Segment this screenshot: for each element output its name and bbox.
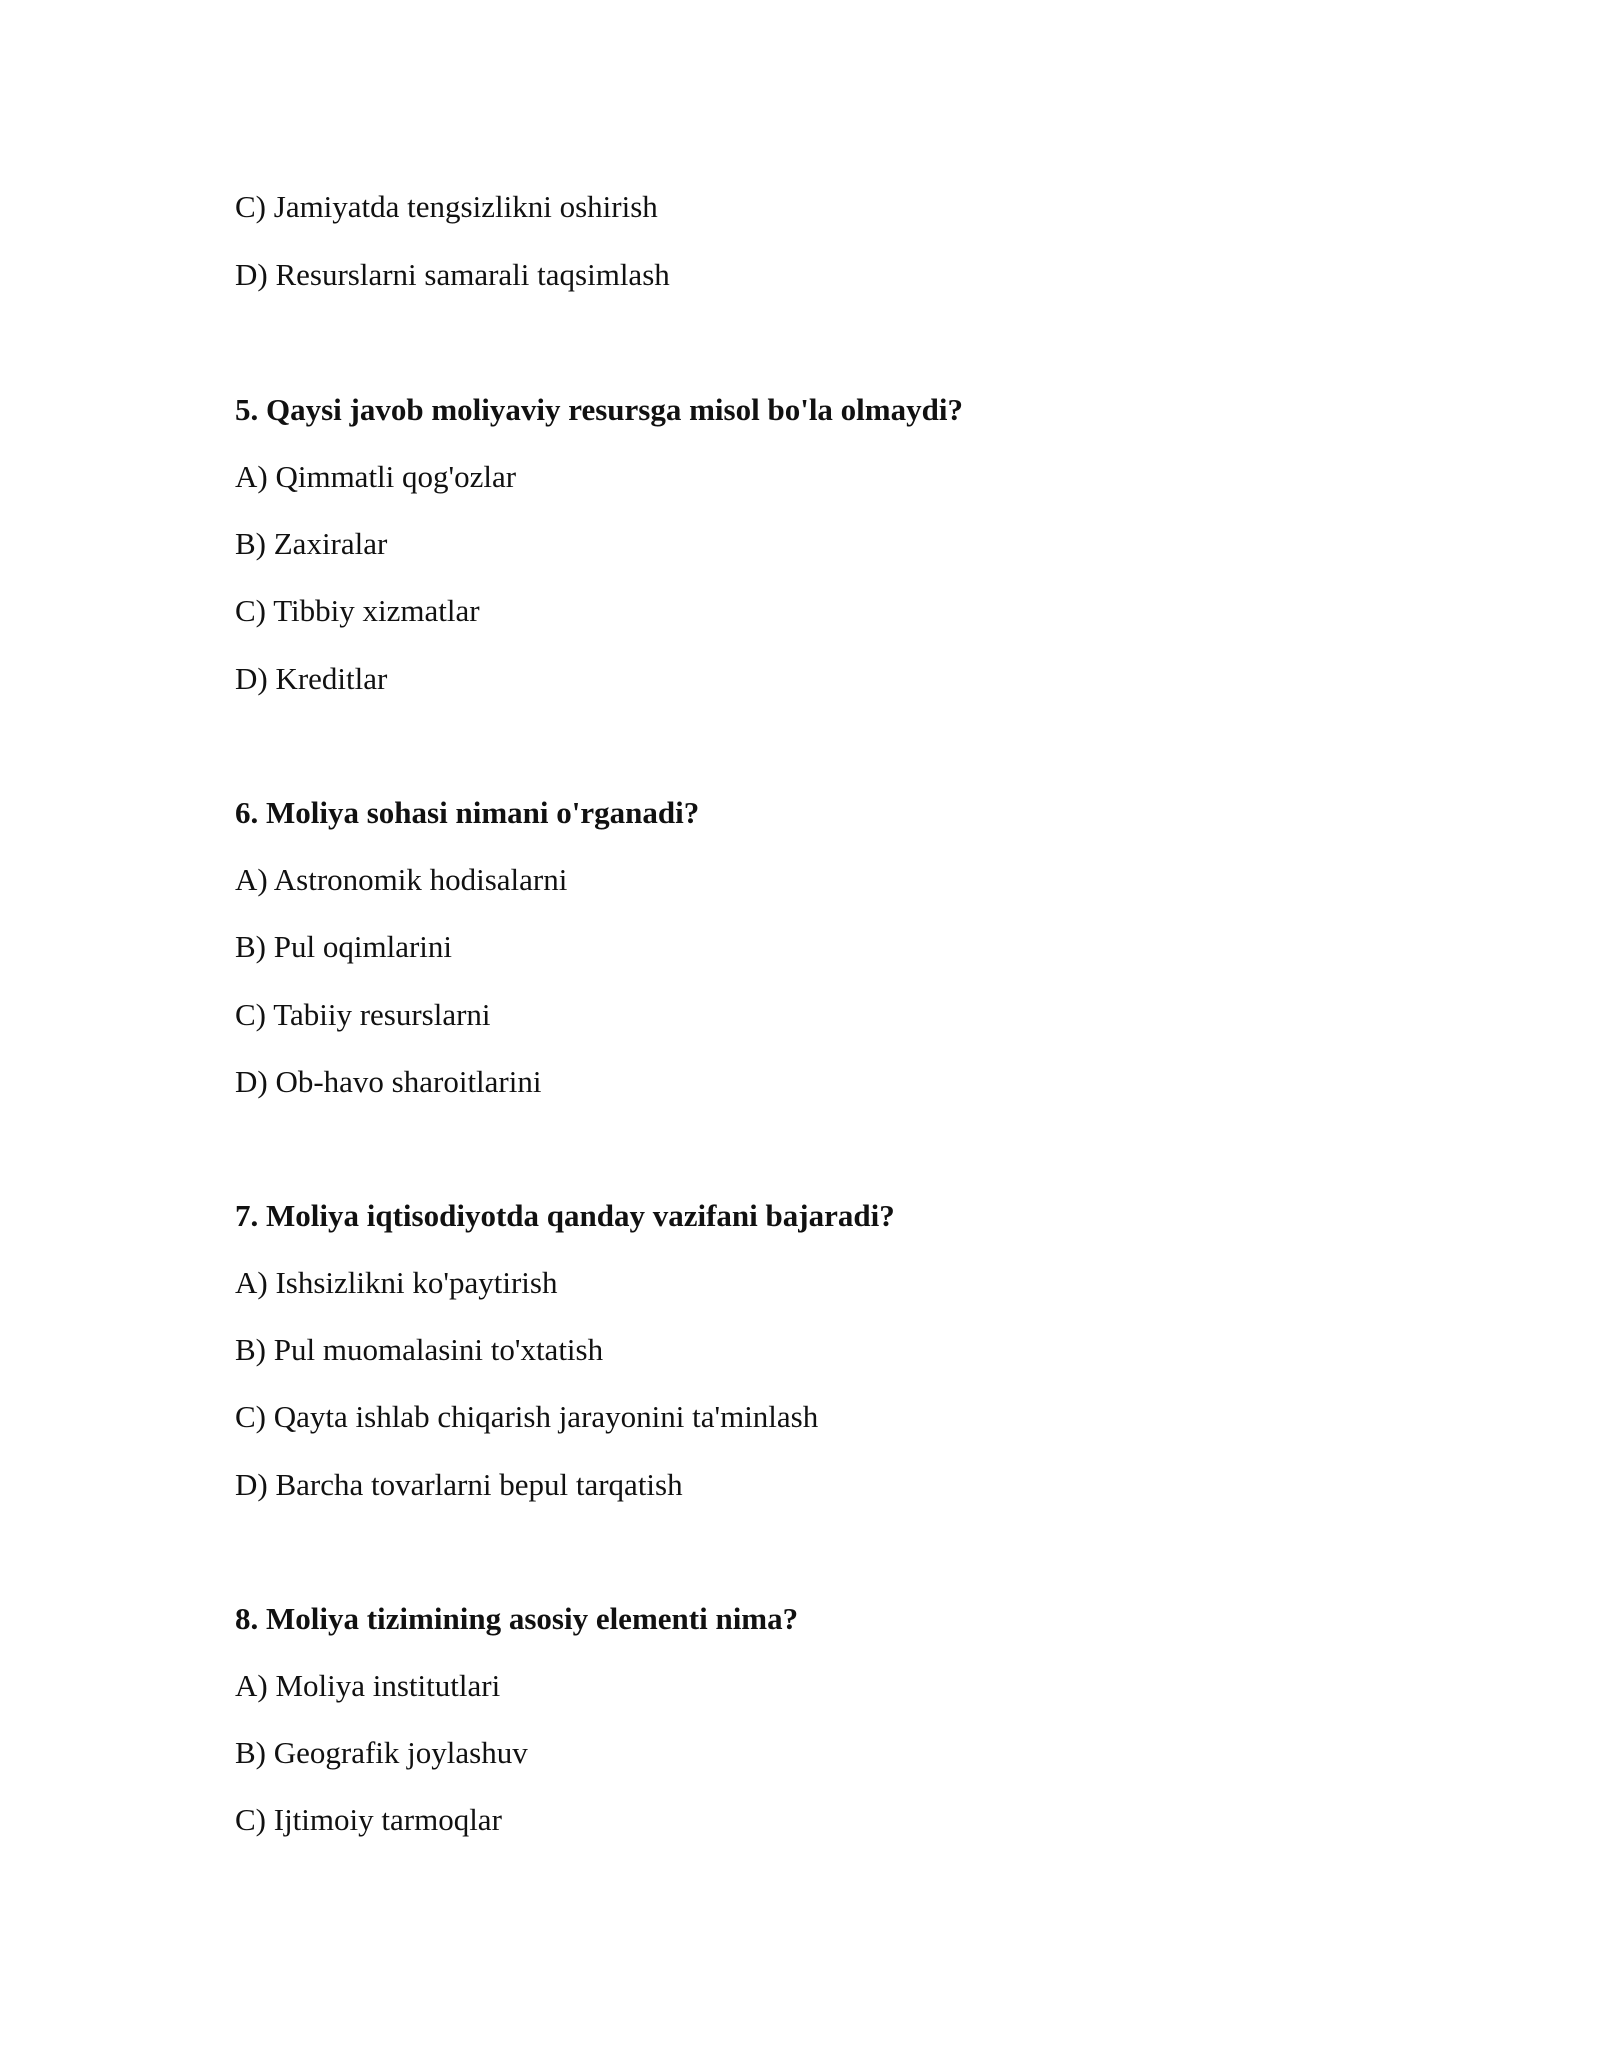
option-text: C) Tibbiy xizmatlar — [235, 593, 480, 628]
option-text: B) Geografik joylashuv — [235, 1735, 528, 1770]
option-text: B) Zaxiralar — [235, 526, 388, 561]
question-text: 5. Qaysi javob moliyaviy resursga misol bo'la olmaydi? — [235, 392, 963, 427]
option-text: D) Kreditlar — [235, 661, 388, 696]
option-text: D) Resurslarni samarali taqsimlash — [235, 257, 670, 292]
option-text: C) Tabiiy resurslarni — [235, 997, 491, 1032]
option-text: C) Ijtimoiy tarmoqlar — [235, 1802, 502, 1837]
option-text: A) Qimmatli qog'ozlar — [235, 459, 517, 494]
option-text: A) Astronomik hodisalarni — [235, 862, 568, 897]
question-text: 7. Moliya iqtisodiyotda qanday vazifani bajaradi? — [235, 1198, 895, 1233]
option-text: D) Barcha tovarlarni bepul tarqatish — [235, 1467, 683, 1502]
question-text: 6. Moliya sohasi nimani o'rganadi? — [235, 795, 700, 830]
question-text: 8. Moliya tizimining asosiy elementi nima? — [235, 1601, 799, 1636]
option-text: C) Qayta ishlab chiqarish jarayonini ta'minlash — [235, 1399, 819, 1434]
option-text: A) Ishsizlikni ko'paytirish — [235, 1265, 558, 1300]
option-text: B) Pul muomalasini to'xtatish — [235, 1332, 604, 1367]
option-text: D) Ob-havo sharoitlarini — [235, 1064, 542, 1099]
option-text: C) Jamiyatda tengsizlikni oshirish — [235, 189, 658, 224]
option-text: A) Moliya institutlari — [235, 1668, 501, 1703]
option-text: B) Pul oqimlarini — [235, 929, 452, 964]
